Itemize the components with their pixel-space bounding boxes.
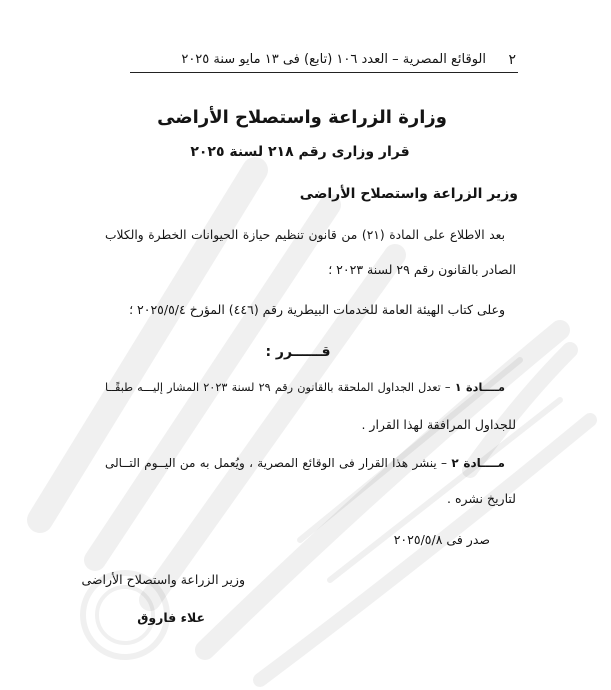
decree-title: قرار وزارى رقم ٢١٨ لسنة ٢٠٢٥ bbox=[190, 144, 410, 160]
article-2-text: – ينشر هذا القرار فى الوقائع المصرية ، ويُعمل به من اليــوم التــالى bbox=[105, 456, 448, 470]
issued-date: صدر فى ٢٠٢٥/٥/٨ bbox=[393, 532, 490, 547]
signatory-name: علاء فاروق bbox=[137, 610, 205, 625]
preamble-line-3: وعلى كتاب الهيئة العامة للخدمات البيطرية رقم (٤٤٦) المؤرخ ٢٠٢٥/٥/٤ ؛ bbox=[129, 302, 505, 317]
article-1-text: – تعدل الجداول الملحقة بالقانون رقم ٢٩ لسنة ٢٠٢٣ المشار إليـــه طبقًــا bbox=[105, 381, 451, 394]
preamble-line-1: بعد الاطلاع على المادة (٢١) من قانون تنظيم حيازة الحيوانات الخطرة والكلاب bbox=[105, 228, 505, 242]
preamble-line-2: الصادر بالقانون رقم ٢٩ لسنة ٢٠٢٣ ؛ bbox=[328, 262, 516, 277]
signatory-title: وزير الزراعة واستصلاح الأراضى bbox=[81, 572, 245, 587]
header-rule bbox=[130, 72, 518, 73]
article-2-continuation: لتاريخ نشره . bbox=[447, 491, 516, 506]
article-1-continuation: للجداول المرافقة لهذا القرار . bbox=[361, 417, 516, 432]
page-number: ٢ bbox=[508, 52, 516, 68]
gazette-header: الوقائع المصرية – العدد ١٠٦ (تابع) فى ١٣ مايو سنة ٢٠٢٥ bbox=[181, 52, 486, 67]
decided-heading: قــــــرر : bbox=[265, 344, 331, 360]
article-1 bbox=[105, 378, 505, 398]
article-2-label: مــــادة ٢ bbox=[451, 456, 505, 470]
ministry-title: وزارة الزراعة واستصلاح الأراضى bbox=[157, 107, 447, 128]
minister-heading: وزير الزراعة واستصلاح الأراضى bbox=[299, 186, 518, 202]
article-2 bbox=[105, 453, 505, 473]
article-1-label: مــــادة ١ bbox=[454, 381, 506, 394]
